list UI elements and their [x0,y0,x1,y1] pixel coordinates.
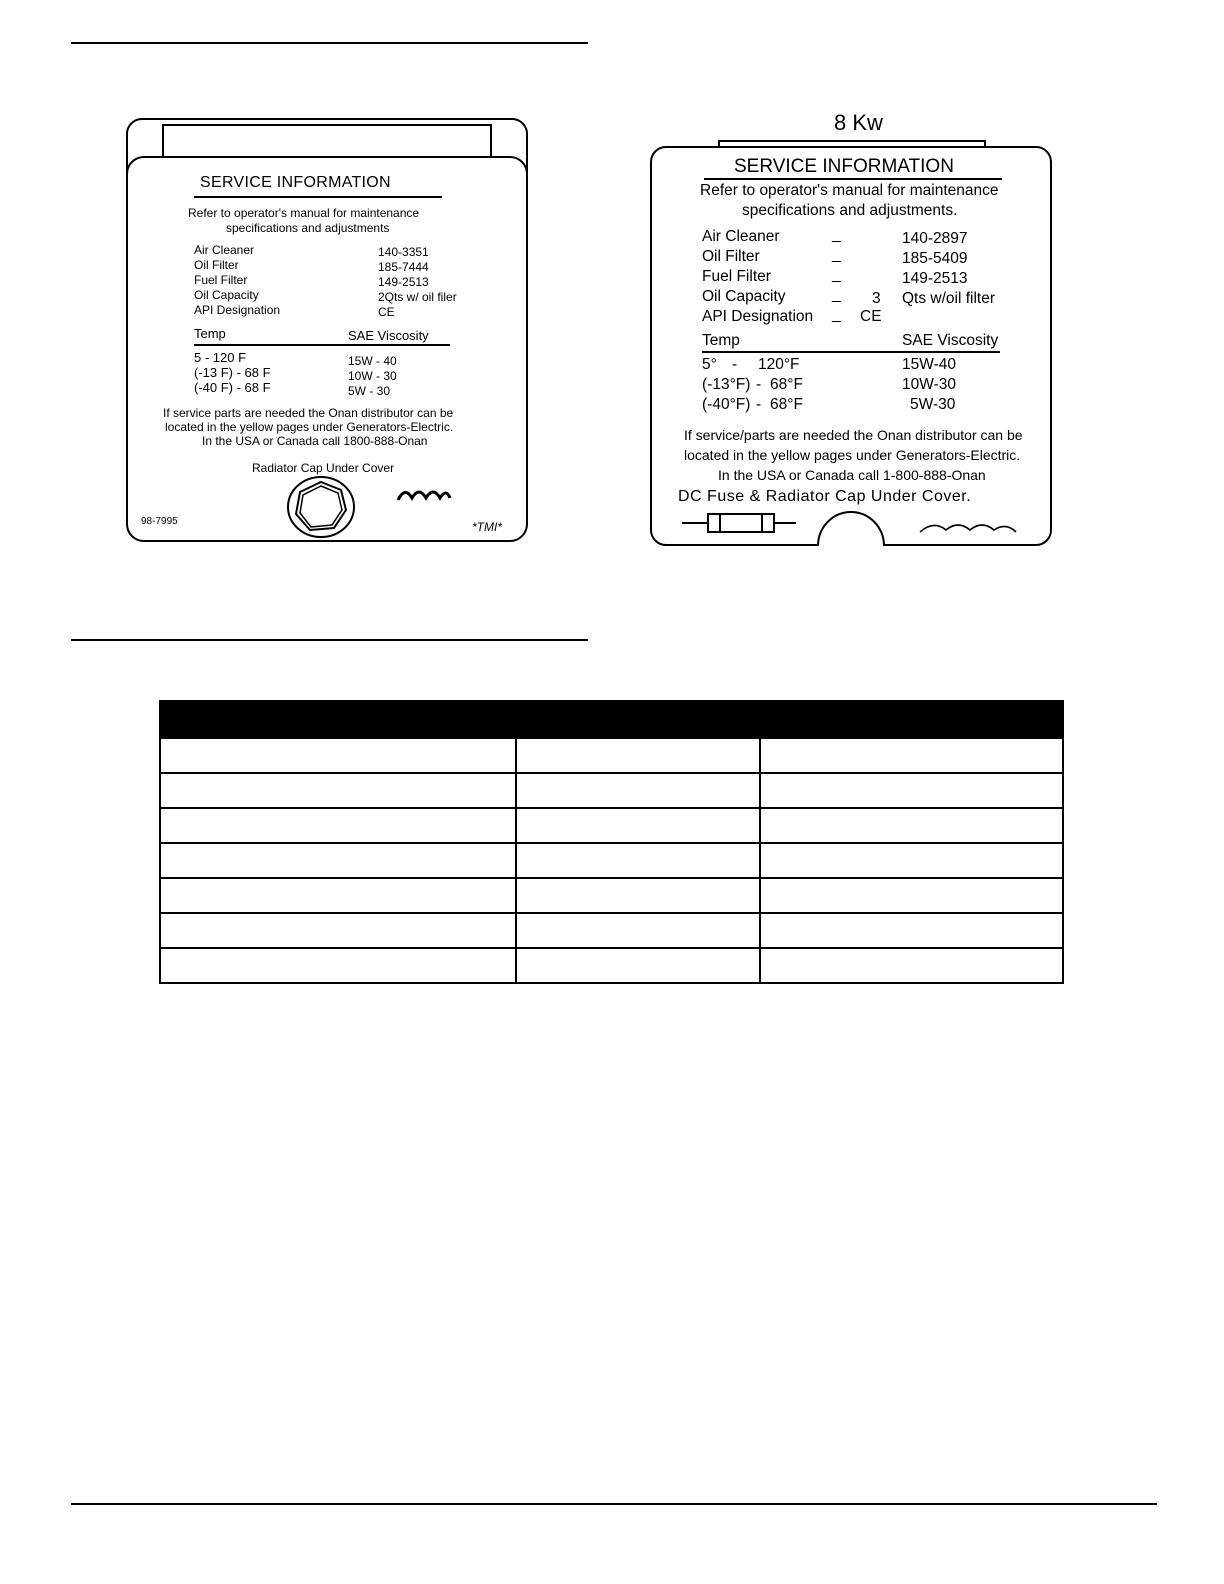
sae-header: SAE Viscosity [348,328,429,343]
item-value: Qts w/oil filter [902,290,996,307]
item-label: Fuel Filter [702,268,771,285]
tmi-mark: *TMI* [472,520,502,534]
table-cell [516,913,760,948]
table-header-band [160,701,1063,738]
item-label: API Designation [194,303,281,317]
sae-header: SAE Viscosity [902,332,999,349]
notice-line: In the USA or Canada call 1800-888-Onan [202,434,428,448]
intro-line: Refer to operator's manual for maintenance [700,182,999,199]
table-cell [516,738,760,773]
bottom-label: DC Fuse & Radiator Cap Under Cover. [678,488,972,505]
table-cell [760,808,1063,843]
item-value: 185-5409 [902,250,968,267]
sae-grade: 5W-30 [910,396,956,413]
table-cell [160,738,516,773]
intro-line: Refer to operator's manual for maintenance [188,206,420,220]
radiator-cap-notch [816,508,886,546]
notice-line: located in the yellow pages under Generators-Electric. [684,447,1021,463]
temp-high: 120°F [758,356,800,373]
header-underline [194,344,450,346]
temp-sep: - [756,376,762,393]
notice-line: If service/parts are needed the Onan distributor can be [684,427,1023,443]
table-cell [760,843,1063,878]
temp-range: (-40 F) - 68 F [194,380,271,395]
temp-high: 68°F [770,376,803,393]
item-label: Oil Filter [194,258,239,272]
temp-sep: - [732,356,738,373]
item-label: API Designation [702,308,814,325]
temp-header: Temp [702,332,740,349]
item-value: 185-7444 [378,260,429,274]
radiator-label: Radiator Cap Under Cover [252,461,395,475]
table-cell [516,843,760,878]
rating-label: 8 Kw [834,110,883,135]
sae-grade: 10W-30 [902,376,956,393]
notice-line: If service parts are needed the Onan distributor can be [163,406,454,420]
fuse-icon [682,512,796,534]
table-row [160,773,1063,808]
item-label: Fuel Filter [194,273,248,287]
title-underline [194,196,442,198]
table-row [160,808,1063,843]
table-row [160,843,1063,878]
part-number: 98-7995 [141,516,178,527]
table-cell [760,878,1063,913]
notice-line: located in the yellow pages under Generators-Electric. [165,420,454,434]
item-value: 149-2513 [902,270,968,287]
decal-body [126,156,528,542]
temp-high: 68°F [770,396,803,413]
table-cell [516,773,760,808]
table-cell [160,913,516,948]
table-row [160,738,1063,773]
title-underline [704,178,1002,180]
item-label: Oil Capacity [702,288,786,305]
table-header-row [160,701,1063,738]
temp-range: (-13 F) - 68 F [194,365,271,380]
item-value: 2Qts w/ oil filer [378,290,457,304]
middle-rule [71,639,588,641]
sae-grade: 10W - 30 [348,369,397,383]
table-row [160,878,1063,913]
service-decal-right [650,108,1052,548]
temp-range: 5 - 120 F [194,350,247,365]
header-underline [702,351,1000,353]
item-value: 140-3351 [378,245,429,259]
table-cell [516,948,760,983]
table-cell [160,773,516,808]
service-decal-left [126,118,528,544]
radiator-cap-icon [286,476,356,538]
item-dash: _ [832,266,841,283]
notice-line: In the USA or Canada call 1-800-888-Onan [718,467,986,483]
temp-low: (-40°F) [702,396,751,413]
table-cell [160,948,516,983]
item-qty: 3 [872,290,881,307]
temp-low: (-13°F) [702,376,751,393]
decal-body [650,146,1052,546]
decal-title: SERVICE INFORMATION [734,156,954,177]
footer-rule [71,1503,1157,1505]
table-cell [760,913,1063,948]
sae-grade: 5W - 30 [348,384,391,398]
temp-low: 5° [702,356,717,373]
item-value: CE [378,305,395,319]
table-cell [516,878,760,913]
item-value: 149-2513 [378,275,429,289]
item-label: Oil Filter [702,248,760,265]
item-value: 140-2897 [902,230,968,247]
intro-line: specifications and adjustments. [742,202,958,219]
table-cell [160,808,516,843]
table-cell [160,878,516,913]
table-cell [760,738,1063,773]
table-row [160,948,1063,983]
table-cell [160,843,516,878]
sae-grade: 15W-40 [902,356,956,373]
sae-grade: 15W - 40 [348,354,397,368]
table-cell [760,773,1063,808]
data-table [159,700,1064,984]
temp-sep: - [756,396,762,413]
item-qty: CE [860,308,882,325]
coolant-wave-icon [396,484,452,504]
item-label: Air Cleaner [702,228,780,245]
table-cell [516,808,760,843]
item-label: Oil Capacity [194,288,259,302]
item-label: Air Cleaner [194,243,255,257]
item-dash: _ [832,226,841,243]
top-rule [71,42,588,44]
item-dash: _ [832,306,841,323]
item-dash: _ [832,246,841,263]
table-row [160,913,1063,948]
temp-header: Temp [194,326,226,341]
table-cell [760,948,1063,983]
decal-title: SERVICE INFORMATION [200,174,391,191]
intro-line: specifications and adjustments [226,221,390,235]
item-dash: _ [832,286,841,303]
coolant-wave-icon [918,518,1018,534]
